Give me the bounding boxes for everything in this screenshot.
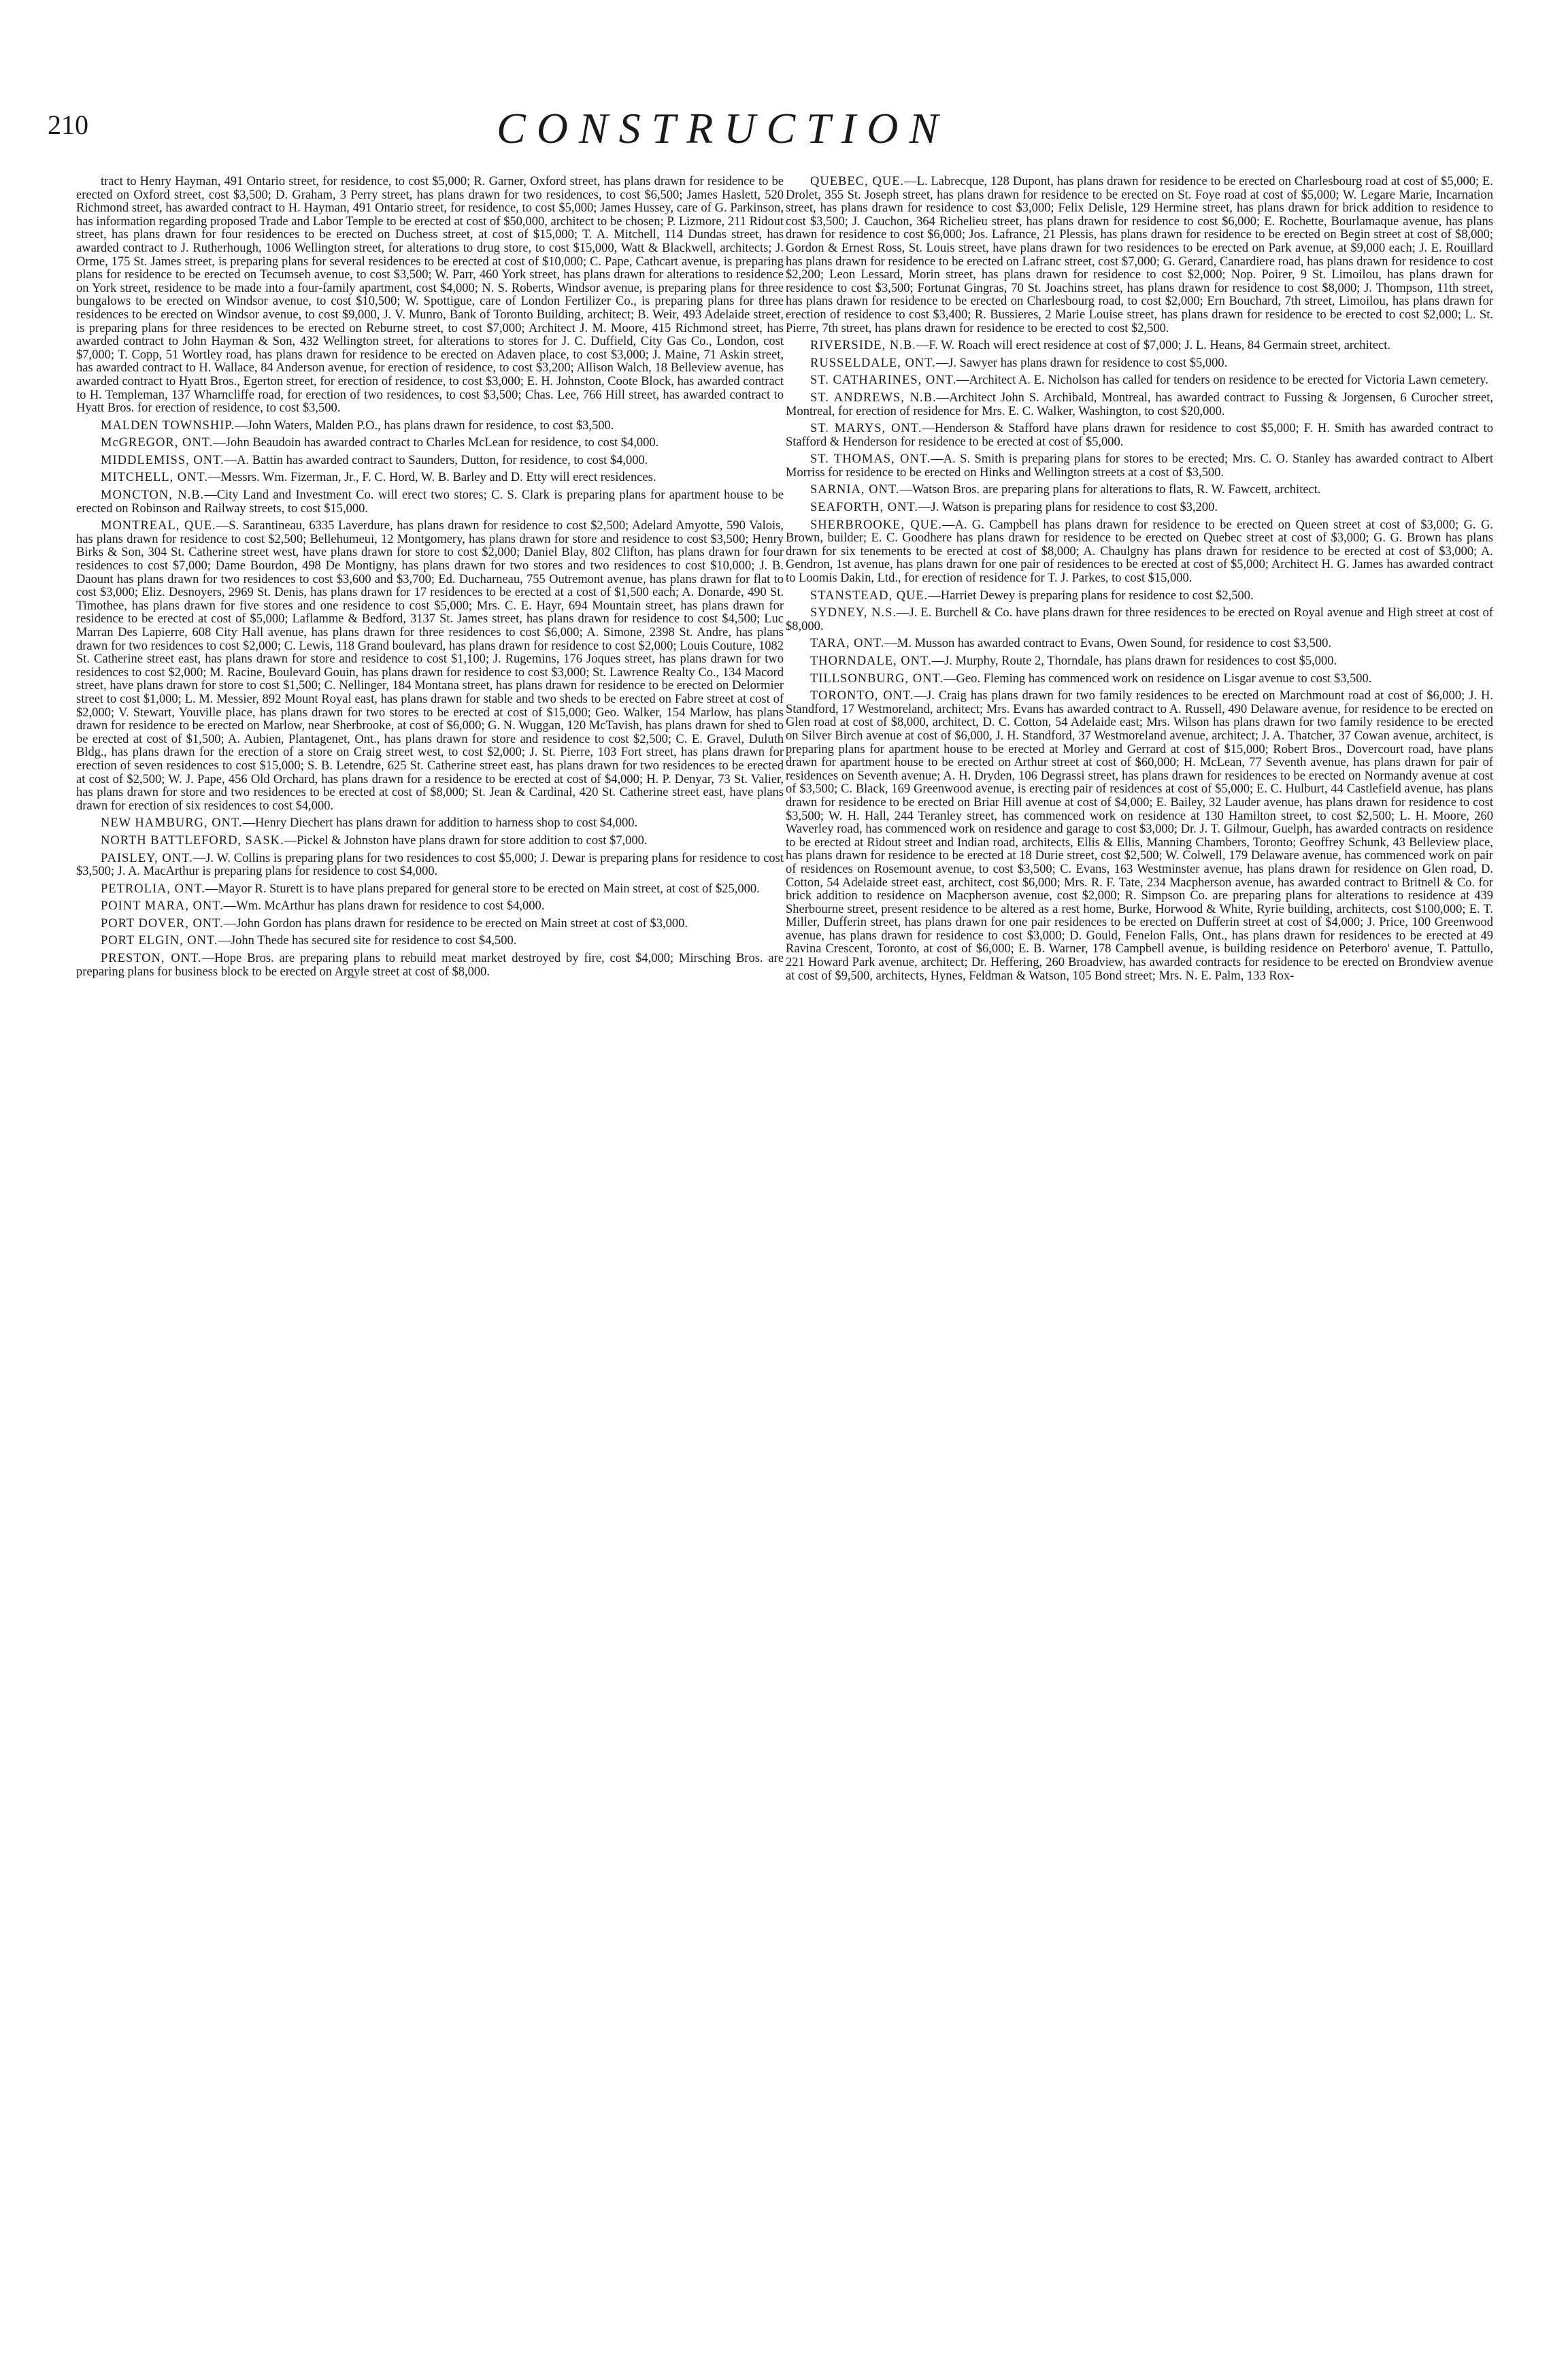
listing-body: —J. Craig has plans drawn for two family residences to be erected on Marchmount road at cost of $6,000; J. H. Standford, 17 Westmoreland, architect; Mrs. Evans has awarded contract to A. Russell, 490 Delaware avenue, for residence to be erected on Glen road at cost of $8,000, architect, D. C. Cotton, 54 Adelaide east; Mrs. Wilson has plans drawn for two family residence to be erected on Silver Birch avenue at cost of $6,000, J. H. Standford, 37 Westmoreland avenue, architect; J. A. Thatcher, 37 Cowan avenue, architect, is preparing plans for apartment house to be erected at Morley and Gerrard at cost of $15,000; Robert Bros., Dovercourt road, have plans drawn for apartment house to be erected on Arthur street at cost of $60,000; H. McLean, 77 Seventh avenue, has plans drawn for pair of residences on Seventh avenue; A. H. Dryden, 106 Degrassi street, has plans drawn for residences to be erected on Normandy avenue at cost of $3,500; C. Black, 169 Greenwood avenue, is erecting pair of residences at cost of $5,000; E. C. Hulburt, 44 Castlefield avenue, has plans drawn for residence to be erected on Briar Hill avenue at cost of $4,000; E. Bailey, 32 Lauder avenue, has plans drawn for residence to cost $3,500; W. H. Hall, 244 Teranley street, has commenced work on residence at 130 Hamilton street, to cost $2,500; L. H. Moore, 260 Waverley road, has commenced work on residence and garage to cost $3,000; Dr. J. T. Gilmour, Guelph, has awarded contracts on residence to be erected at Ridout street and Indian road, architects, Ellis & Ellis, Manning Chambers, Toronto; Geoffrey Schunk, 43 Belleview place, has plans drawn for residence to be erected at 18 Durie street, cost $2,500; W. Colwell, 179 Delaware avenue, has commenced work on pair of residences on Rosemount avenue, to cost $3,500; C. Evans, 163 Westminster avenue, has plans drawn for residence on Glen road, D. Cotton, 54 Adelaide street east, architect, cost $6,000; Mrs. R. F. Tate, 234 Macpherson avenue, has awarded contract to Britnell & Co. for brick addition to residence on Macpherson avenue, cost $2,000; R. Simpson Co. are preparing plans for alterations to residence at 439 Sherbourne street, present residence to be altered as a rest home, Burke, Horwood & White, Ryrie building, architects, cost $100,000; E. T. Miller, Dufferin street, has plans drawn for one pair residences to be erected on Dufferin street at cost of $4,000; J. Price, 100 Greenwood avenue, has plans drawn for residence to cost $3,000; D. Gould, Fenelon Falls, Ont., has plans drawn for residences to be erected at 49 Ravina Crescent, Toronto, at cost of $6,000; E. B. Warner, 178 Campbell avenue, is building residence on Peterboro' avenue, T. Pattullo, 221 Howard Park avenue, architect; Dr. Heffering, 260 Broadview, has awarded contracts for residence to be erected on Brondview avenue at cost of $9,500, architects, Hynes, Feldman & Watson, 105 Bond street; Mrs. N. E. Palm, 133 Rox-: [786, 689, 1493, 983]
listing-location: TORONTO, ONT.: [810, 689, 914, 703]
listing-entry: [76, 176, 784, 416]
listing-location: NORTH BATTLEFORD, SASK.: [101, 833, 284, 848]
listing-entry: [76, 489, 784, 516]
listing-entry: [76, 852, 784, 879]
listing-entry: [786, 655, 1493, 669]
listing-entry: [786, 607, 1493, 633]
listing-body: —Architect John S. Archibald, Montreal, has awarded contract to Fussing & Jorgensen, 6 Curocher street, Montreal, for erection of residence for Mrs. E. C. Walker, Washington, to cost $20,000.: [786, 390, 1493, 418]
listing-entry: [786, 374, 1493, 388]
listing-entry: [76, 918, 784, 931]
listing-body: —A. S. Smith is preparing plans for stores to be erected; Mrs. C. O. Stanley has awarded contract to Albert Morriss for residence to be erected on Hinks and Wellington streets at a cost of $3,500.: [786, 452, 1493, 480]
listing-entry: [76, 883, 784, 897]
listing-location: MALDEN TOWNSHIP.: [101, 418, 235, 433]
running-title: CONSTRUCTION: [497, 104, 949, 152]
listing-body: —Geo. Fleming has commenced work on residence on Lisgar avenue to cost $3,500.: [944, 671, 1372, 686]
listing-body: —F. W. Roach will erect residence at cost of $7,000; J. L. Heans, 84 Germain street, architect.: [916, 339, 1391, 353]
listing-location: NEW HAMBURG, ONT.: [101, 816, 243, 831]
listing-location: TARA, ONT.: [810, 637, 885, 651]
listing-location: PORT ELGIN, ONT.: [101, 934, 218, 948]
listing-location: MONCTON, N.B.: [101, 488, 205, 503]
listing-location: PETROLIA, ONT.: [101, 882, 205, 896]
listing-location: RIVERSIDE, N.B.: [810, 339, 916, 353]
listing-body: —Watson Bros. are preparing plans for alterations to flats, R. W. Fawcett, architect.: [899, 483, 1321, 497]
listing-entry: [786, 357, 1493, 371]
listing-location: SEAFORTH, ONT.: [810, 501, 919, 515]
listing-entry: [786, 176, 1493, 335]
right-column: [786, 176, 1493, 2311]
listing-location: ST. CATHARINES, ONT.: [810, 373, 957, 388]
page-number: 210: [48, 110, 88, 140]
listing-location: ST. MARYS, ONT.: [810, 422, 922, 436]
listing-body: —City Land and Investment Co. will erect two stores; C. S. Clark is preparing plans for apartment house to be erected on Robinson and Railway streets, to cost $15,000.: [76, 488, 784, 516]
listing-entry: [786, 690, 1493, 983]
listing-entry: [786, 339, 1493, 353]
listing-body: —Harriet Dewey is preparing plans for residence to cost $2,500.: [928, 588, 1254, 603]
listing-location: QUEBEC, QUE.: [810, 176, 905, 188]
listing-location: TILLSONBURG, ONT.: [810, 671, 944, 686]
listing-body: —Architect A. E. Nicholson has called for tenders on residence to be erected for Victoria Lawn cemetery.: [956, 373, 1488, 388]
listing-body: —J. Murphy, Route 2, Thorndale, has plans drawn for residences to cost $5,000.: [931, 654, 1337, 668]
listing-body: —John Gordon has plans drawn for residence to be erected on Main street at cost of $3,000.: [223, 916, 688, 931]
listing-location: PRESTON, ONT.: [101, 952, 202, 966]
listing-entry: [76, 900, 784, 914]
listing-location: SARNIA, ONT.: [810, 483, 900, 497]
listing-body: —M. Musson has awarded contract to Evans, Owen Sound, for residence to cost $3,500.: [884, 637, 1332, 651]
listing-entry: [786, 453, 1493, 480]
listing-entry: [786, 392, 1493, 418]
listing-entry: [76, 835, 784, 848]
listing-entry: [76, 420, 784, 433]
listing-entry: [76, 454, 784, 468]
listing-body: —Hope Bros. are preparing plans to rebuild meat market destroyed by fire, cost $4,000; Mirsching Bros. are preparing plans for business block to be erected on Argyle street at cost of $8,000.: [76, 952, 784, 979]
listing-entry: [786, 637, 1493, 651]
listing-location: SYDNEY, N.S.: [810, 606, 897, 620]
listing-entry: [76, 817, 784, 831]
listing-location: MONTREAL, QUE.: [101, 519, 216, 533]
listing-location: MITCHELL, ONT.: [101, 471, 209, 485]
listing-body: —J. Watson is preparing plans for residence to cost $3,200.: [918, 501, 1218, 515]
listing-body: —Henry Diechert has plans drawn for addition to harness shop to cost $4,000.: [242, 816, 638, 831]
listing-body: —S. Sarantineau, 6335 Laverdure, has plans drawn for residence to cost $2,500; Adelard Amyotte, 590 Valois, has plans drawn for residence to cost $2,500; Bellehumeui, 12 Montgomery, has plans drawn for store and residence to cost $3,500; Henry Birks & Son, 304 St. Catherine street west, have plans drawn for store to cost $2,000; Daniel Blay, 802 Clifton, has plans drawn for four residences to cost $7,000; Dame Bourdon, 498 De Montigny, has plans drawn for two stores and two residences to cost $10,000; J. B. Daount has plans drawn for two residences to cost $3,600 and $3,700; Ed. Ducharneau, 755 Outremont avenue, has plans drawn for flat to cost $3,000; Eliz. Desnoyers, 2969 St. Denis, has plans drawn for 17 residences to be erected at a cost of $1,500 each; A. Donarde, 490 St. Timothee, has plans drawn for five stores and one residence to cost $5,000; Mrs. C. E. Hayr, 694 Mountain street, has plans drawn for residence to be erected at cost of $5,000; Laflamme & Bedford, 3137 St. James street, has plans drawn for residence to cost $4,500; Luc Marran Des Lapierre, 608 City Hall avenue, has plans drawn for three residences to cost $6,000; A. Simone, 2398 St. Andre, has plans drawn for two residences to cost $2,000; C. Lewis, 118 Grand boulevard, has plans drawn for residence to cost $2,000; Louis Couture, 1082 St. Catherine street east, has plans drawn for store and residence to cost $1,100; J. Rugemins, 176 Joques street, has plans drawn for two residences to cost $2,000; M. Racine, Boulevard Gouin, has plans drawn for residence to cost $3,000; St. Lawrence Realty Co., 134 Macord street, have plans drawn for store to cost $1,500; C. Nellinger, 184 Montana street, has plans drawn for residence to be erected on Delormier street to cost $1,000; L. M. Messier, 892 Mount Royal east, has plans drawn for stable and two sheds to be erected on Fabre street at cost of $2,000; V. Stewart, Youville place, has plans drawn for two stores to be erected at cost of $15,000; Geo. Walker, 154 Marlow, has plans drawn for residence to be erected on Marlow, near Sherbrooke, at cost of $6,000; G. N. Wuggan, 120 McTavish, has plans drawn for shed to be erected at cost of $1,500; A. Aubien, Plantagenet, Ont., has plans drawn for store and residence to cost $2,500; C. E. Gravel, Duluth Bldg., has plans drawn for the erection of a store on Craig street west, to cost $2,000; J. St. Pierre, 103 Fort street, has plans drawn for erection of seven residences to cost $15,000; S. B. Letendre, 625 St. Catherine street east, has plans drawn for two residences to be erected at cost of $2,500; W. J. Pape, 456 Old Orchard, has plans drawn for a residence to be erected at cost of $4,000; H. P. Denyar, 73 St. Valier, has plans drawn for store and two residences to be erected at cost of $8,000; St. Jean & Cardinal, 420 St. Catherine street east, have plans drawn for erection of six residences to cost $4,000.: [76, 519, 784, 813]
listing-body: —J. W. Collins is preparing plans for two residences to cost $5,000; J. Dewar is preparing plans for residence to cost $3,500; J. A. MacArthur is preparing plans for residence to cost $4,000.: [76, 851, 784, 879]
listing-location: McGREGOR, ONT.: [101, 436, 214, 450]
listing-entry: [76, 437, 784, 450]
listing-body: —Mayor R. Sturett is to have plans prepared for general store to be erected on Main street, at cost of $25,000.: [205, 882, 760, 896]
page-header: [48, 103, 1520, 158]
listing-entry: [76, 935, 784, 948]
left-column: [76, 176, 784, 2311]
listing-entry: [786, 484, 1493, 497]
listing-location: SHERBROOKE, QUE.: [810, 518, 942, 532]
listing-entry: [76, 520, 784, 813]
listing-entry: [786, 519, 1493, 586]
listing-entry: [76, 471, 784, 485]
listing-location: ST. THOMAS, ONT.: [810, 452, 931, 467]
listing-entry: [786, 422, 1493, 449]
listing-location: MIDDLEMISS, ONT.: [101, 453, 224, 467]
listing-body: —A. Battin has awarded contract to Saunders, Dutton, for residence, to cost $4,000.: [224, 453, 648, 467]
listing-body: —John Waters, Malden P.O., has plans drawn for residence, to cost $3,500.: [235, 418, 614, 433]
listing-body: —Henderson & Stafford have plans drawn for residence to cost $5,000; F. H. Smith has awarded contract to Stafford & Henderson for residence to be erected at cost of $5,000.: [786, 422, 1493, 449]
listing-body: —John Beaudoin has awarded contract to Charles McLean for residence, to cost $4,000.: [213, 436, 659, 450]
listing-body: —L. Labrecque, 128 Dupont, has plans drawn for residence to be erected on Charlesbourg road at cost of $5,000; E. Drolet, 355 St. Joseph street, has plans drawn for residence to be erected on St. Foye road at cost of $5,000; W. Legare Marie, Incarnation street, has plans drawn for residence to cost $3,000; Felix Delisle, 129 Hermine street, has plans drawn for brick addition to residence to cost $3,500; J. Cauchon, 364 Richelieu street, has plans drawn for residence to cost $6,000; E. Rochette, Bourlamaque avenue, has plans drawn for residence to cost $6,000; Jos. Lafrance, 21 Plessis, has plans drawn for residence to be erected on Begin street at cost of $8,000; Gordon & Ernest Ross, St. Louis street, have plans drawn for two residences to be erected on Park avenue, at $9,000 each; J. E. Rouillard has plans drawn for residence to be erected on Lafranc street, cost $7,000; G. Gerard, Canardiere road, has plans drawn for residence to cost $2,200; Leon Lessard, Morin street, has plans drawn for residence to cost $2,000; Nop. Poirer, 9 St. Limoilou, has plans drawn for residence to cost $3,500; Fortunat Gingras, 70 St. Joachins street, has plans drawn for residence to cost $8,000; J. Thompson, 11th street, has plans drawn for residence to be erected on Charlesbourg road, to cost $2,000; Ern Bouchard, 7th street, Limoilou, has plans drawn for erection of residence to cost $3,400; R. Bussieres, 2 Marie Louise street, has plans drawn for residence to be erected to cost $2,000; L. St. Pierre, 7th street, has plans drawn for residence to be erected to cost $2,500.: [786, 176, 1493, 335]
listing-location: THORNDALE, ONT.: [810, 654, 932, 668]
listing-location: PORT DOVER, ONT.: [101, 916, 224, 931]
listing-body: —J. Sawyer has plans drawn for residence to cost $5,000.: [935, 356, 1228, 370]
listing-body: —A. G. Campbell has plans drawn for residence to be erected on Queen street at cost of $3,000; G. G. Brown, builder; E. C. Goodhere has plans drawn for residence to be erected on Quebec street at cost of $3,000; G. G. Brown has plans drawn for six tenements to be erected at cost of $8,000; A. Chaulgny has plans drawn for residence to be erected at cost of $3,000; A. Gendron, 1st avenue, has plans drawn for one pair of residences to be erected at cost of $5,000; Architect H. G. James has awarded contract to Loomis Dakin, Ltd., for erection of residence for T. J. Parkes, to cost $15,000.: [786, 518, 1493, 586]
listing-body: —J. E. Burchell & Co. have plans drawn for three residences to be erected on Royal avenue and High street at cost of $8,000.: [786, 606, 1493, 633]
listing-location: PAISLEY, ONT.: [101, 851, 193, 865]
listing-entry: [786, 673, 1493, 686]
listing-location: STANSTEAD, QUE.: [810, 588, 929, 603]
listing-body: tract to Henry Hayman, 491 Ontario street, for residence, to cost $5,000; R. Garner, Oxford street, has plans drawn for residence to be erected on Oxford street, cost $3,500; D. Graham, 3 Perry street, has plans drawn for two residences, to cost $6,500; James Haslett, 520 Richmond street, has awarded contract to H. Hayman, 491 Ontario street, for residence, to cost $5,000; James Hussey, care of G. Parkinson, has information regarding proposed Trade and Labor Temple to be erected at cost of $50,000, architect to be chosen; P. Lizmore, 211 Ridout street, has plans drawn for four residences to be erected on Duchess street, at cost of $15,000; T. A. Mitchell, 114 Dundas street, has awarded contract to J. Rutherhough, 1006 Wellington street, for alterations to drug store, to cost $15,000, Watt & Blackwell, architects; J. Orme, 175 St. James street, is preparing plans for several residences to be erected at cost of $10,000; C. Pape, Cathcart avenue, is preparing plans for residence to be erected on Tecumseh avenue, to cost $3,500; W. Parr, 460 York street, has plans drawn for alterations to residence on York street, residence to be made into a four-family apartment, cost $4,000; N. S. Roberts, Windsor avenue, is preparing plans for three bungalows to be erected on Windsor avenue, to cost $10,500; W. Spottigue, care of London Fertilizer Co., is preparing plans for three residences to be erected on Windsor avenue, to cost $9,000, J. V. Munro, Bank of Toronto Building, architect; B. Weir, 493 Adelaide street, is preparing plans for three residences to be erected on Reburne street, to cost $7,000; Architect J. M. Moore, 415 Richmond street, has awarded contract to John Hayman & Son, 432 Wellington street, for alterations to stores for J. C. Duffield, City Gas Co., London, cost $7,000; T. Copp, 51 Wortley road, has plans drawn for residence to be erected on Adaven place, to cost $3,000; J. Maine, 71 Askin street, has awarded contract to H. Wallace, 84 Anderson avenue, for erection of residence, to cost $3,200; Allison Walch, 18 Belleview avenue, has awarded contract to Hyatt Bros., Egerton street, for erection of residence, to cost $3,000; E. H. Johnston, Coote Block, has awarded contract to H. Templeman, 137 Wharncliffe road, for erection of two residences, to cost $3,500; Chas. Lee, 766 Hill street, has awarded contract to Hyatt Bros. for erection of residence, to cost $3,500.: [76, 176, 784, 416]
listing-location: ST. ANDREWS, N.B.: [810, 390, 937, 405]
listing-body: —Wm. McArthur has plans drawn for residence to cost $4,000.: [223, 899, 545, 914]
listing-entry: [76, 952, 784, 979]
listing-entry: [786, 590, 1493, 603]
listing-body: —Pickel & Johnston have plans drawn for store addition to cost $7,000.: [284, 833, 648, 848]
listing-body: —John Thede has secured site for residence to cost $4,500.: [218, 934, 517, 948]
listing-entry: [786, 501, 1493, 515]
listing-body: —Messrs. Wm. Fizerman, Jr., F. C. Hord, W. B. Barley and D. Etty will erect residences.: [208, 471, 656, 485]
listing-location: RUSSELDALE, ONT.: [810, 356, 936, 370]
listing-location: POINT MARA, ONT.: [101, 899, 224, 914]
